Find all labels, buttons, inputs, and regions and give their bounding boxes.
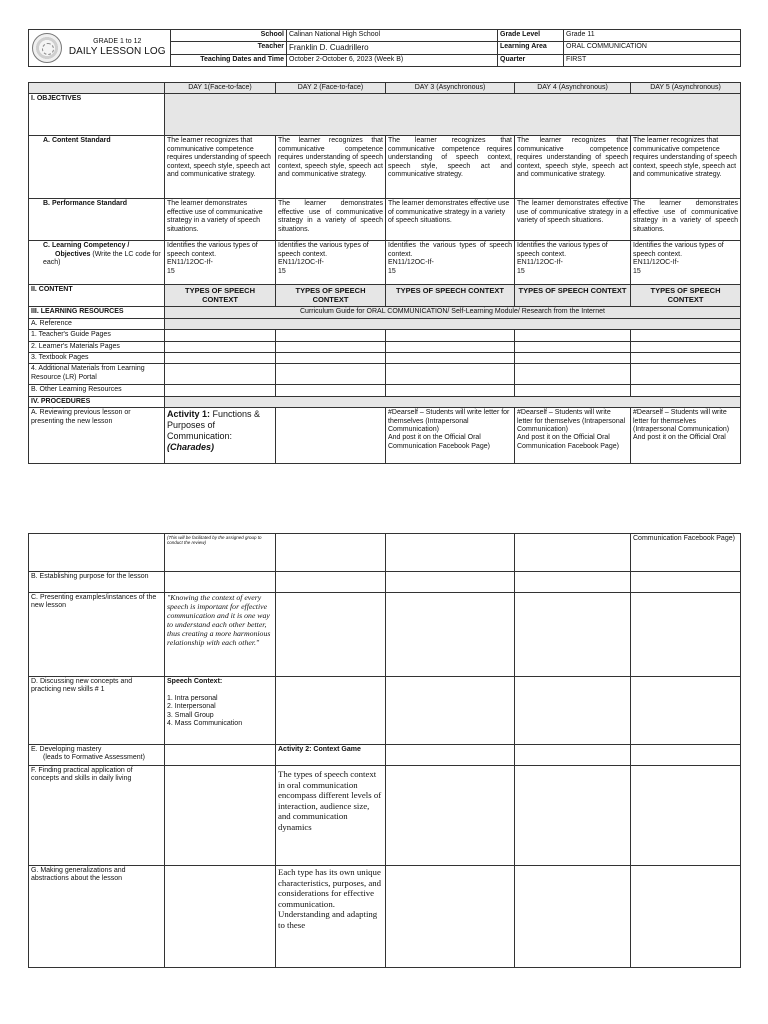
activity1-cell	[165, 408, 276, 464]
competency-code: EN11/12OC-If-	[633, 259, 679, 267]
dearself-text: #Dearself – Students will write letter for themselves (Intrapersonal Communication)	[517, 409, 626, 433]
competency-label-a: C. Learning Competency /	[43, 242, 130, 250]
proc-b-label: B. Establishing purpose for the lesson	[29, 572, 165, 593]
empty-cell	[515, 593, 631, 677]
content-title-cell: TYPES OF SPEECH CONTEXT	[631, 285, 741, 307]
proc-e-label-a: E. Developing mastery	[31, 746, 102, 753]
empty-cell	[276, 408, 386, 464]
competency-code-2: 15	[167, 267, 175, 275]
curriculum-guide-cell: Curriculum Guide for ORAL COMMUNICATION/ Self-Learning Module/ Research from the Internet	[165, 307, 741, 318]
activity2-cell: Activity 2: Context Game	[276, 745, 386, 766]
competency-text: Identifies the various types of speech context.	[633, 242, 724, 258]
competency-cell	[165, 241, 276, 285]
performance-standard-cell: The learner demonstrates effective use of communicative strategy in a variety of speech situations.	[515, 199, 631, 241]
content-standard-label: A. Content Standard	[29, 136, 165, 199]
empty-cell	[276, 385, 386, 396]
competency-code-2: 15	[278, 267, 286, 275]
content-title-cell: TYPES OF SPEECH CONTEXT	[386, 285, 515, 307]
performance-standard-label: B. Performance Standard	[29, 199, 165, 241]
lr-portal-label: 4. Additional Materials from Learning Resource (LR) Portal	[29, 364, 165, 385]
competency-cell	[386, 241, 515, 285]
empty-cell	[386, 341, 515, 352]
quarter-value: FIRST	[564, 54, 741, 66]
header-table	[28, 29, 741, 67]
proc-g-label: G. Making generalizations and abstractions about the lesson	[29, 866, 165, 968]
speech-context-item: 4. Mass Communication	[167, 719, 243, 727]
day-header: DAY 4 (Asynchronous)	[515, 83, 631, 94]
proc-f-text: The types of speech context in oral communication encompass different levels of interaction, audience size, and communication dynamics	[276, 766, 386, 866]
empty-cell	[631, 330, 741, 341]
procedures-heading: IV. PROCEDURES	[29, 396, 165, 407]
post-facebook-text: And post it on the Official Oral Communication Facebook Page)	[388, 434, 490, 450]
competency-cell	[631, 241, 741, 285]
objectives-heading: I. OBJECTIVES	[29, 94, 165, 136]
activity1-title: Functions & Purposes of Communication:	[167, 409, 261, 441]
empty-cell	[515, 341, 631, 352]
dates-value: October 2-October 6, 2023 (Week B)	[287, 54, 498, 66]
empty-cell	[631, 352, 741, 363]
competency-label-c: (Write the LC code for each)	[43, 250, 161, 267]
content-standard-cell: The learner recognizes that communicative competence requires understanding of speech context, speech style, speech act and communicative strategy.	[276, 136, 386, 199]
competency-cell	[515, 241, 631, 285]
speech-context-item: 2. Interpersonal	[167, 703, 216, 711]
empty-cell	[631, 341, 741, 352]
proc-f-label: F. Finding practical application of concepts and skills in daily living	[29, 766, 165, 866]
empty-cell	[165, 364, 276, 385]
competency-label-b: Objectives	[55, 250, 91, 258]
deped-seal-icon	[32, 33, 62, 63]
activity1-label: Activity 1:	[167, 409, 211, 420]
empty-cell	[386, 866, 515, 968]
document-title: DAILY LESSON LOG	[68, 45, 166, 57]
content-standard-cell: The learner recognizes that communicative competence requires understanding of speech context, speech style, speech act and communicative strategy.	[515, 136, 631, 199]
competency-code-2: 15	[517, 267, 525, 275]
empty-cell	[386, 352, 515, 363]
competency-code: EN11/12OC-If-	[388, 259, 434, 267]
school-label: School	[171, 30, 287, 42]
reference-cell	[165, 318, 741, 329]
proc-e-label-b: (leads to Formative Assessment)	[43, 754, 145, 762]
teacher-value: Franklin D. Cuadrillero	[287, 42, 498, 55]
reference-label: A. Reference	[29, 318, 165, 329]
content-title-cell: TYPES OF SPEECH CONTEXT	[165, 285, 276, 307]
facilitated-note: (This will be facilitated by the assigned group to conduct the review)	[165, 534, 276, 572]
day-header: DAY 3 (Asynchronous)	[386, 83, 515, 94]
empty-cell	[276, 352, 386, 363]
day-header: DAY 2 (Face-to-face)	[276, 83, 386, 94]
dearself-cell	[386, 408, 515, 464]
empty-cell	[515, 866, 631, 968]
empty-cell	[631, 385, 741, 396]
empty-cell	[29, 534, 165, 572]
competency-code-2: 15	[633, 267, 641, 275]
day-header: DAY 5 (Asynchronous)	[631, 83, 741, 94]
empty-cell	[386, 745, 515, 766]
dearself-text: #Dearself – Students will write letter for themselves (Intrapersonal Communication)	[633, 409, 730, 433]
competency-code: EN11/12OC-If-	[278, 259, 324, 267]
performance-standard-cell: The learner demonstrates effective use of communicative strategy in a variety of speech situations.	[631, 199, 741, 241]
content-standard-cell: The learner recognizes that communicative competence requires understanding of speech context, speech style, speech act and communicative strategy.	[386, 136, 515, 199]
grade-range: GRADE 1 to 12	[93, 37, 142, 45]
speech-context-cell	[165, 677, 276, 745]
lesson-table-page1	[28, 82, 741, 464]
empty-cell	[386, 766, 515, 866]
quarter-label: Quarter	[498, 54, 564, 66]
empty-cell	[386, 572, 515, 593]
proc-g-text: Each type has its own unique characteristics, purposes, and considerations for effective communication. Understanding and adapting to these	[276, 866, 386, 968]
content-standard-cell: The learner recognizes that communicative competence requires understanding of speech context, speech style, speech act and communicative strategy.	[631, 136, 741, 199]
grade-level-value: Grade 11	[564, 30, 741, 42]
dearself-text: #Dearself – Students will write letter for themselves (Intrapersonal Communication)	[388, 409, 510, 433]
day-header-blank	[29, 83, 165, 94]
speech-context-item: 3. Small Group	[167, 711, 214, 719]
charades-label: (Charades)	[167, 441, 215, 452]
empty-cell	[515, 677, 631, 745]
competency-text: Identifies the various types of speech context.	[388, 242, 512, 258]
empty-cell	[276, 677, 386, 745]
objectives-cell	[165, 94, 741, 136]
competency-code: EN11/12OC-If-	[167, 259, 213, 267]
content-title-cell: TYPES OF SPEECH CONTEXT	[276, 285, 386, 307]
empty-cell	[276, 534, 386, 572]
empty-cell	[515, 330, 631, 341]
empty-cell	[515, 766, 631, 866]
performance-standard-cell: The learner demonstrates effective use of communicative strategy in a variety of speech situations.	[386, 199, 515, 241]
title-cell	[65, 30, 171, 67]
empty-cell	[276, 572, 386, 593]
performance-standard-cell: The learner demonstrates effective use of communicative strategy in a variety of speech situations.	[165, 199, 276, 241]
competency-cell	[276, 241, 386, 285]
proc-c-label: C. Presenting examples/instances of the new lesson	[29, 593, 165, 677]
teacher-label: Teacher	[171, 42, 287, 55]
competency-code-2: 15	[388, 267, 396, 275]
empty-cell	[631, 745, 741, 766]
competency-label	[29, 241, 165, 285]
day-header: DAY 1(Face-to-face)	[165, 83, 276, 94]
empty-cell	[515, 352, 631, 363]
school-logo-cell	[29, 30, 65, 67]
performance-standard-cell: The learner demonstrates effective use of communicative strategy in a variety of speech situations.	[276, 199, 386, 241]
content-heading: II. CONTENT	[29, 285, 165, 307]
empty-cell	[386, 534, 515, 572]
empty-cell	[276, 330, 386, 341]
empty-cell	[276, 593, 386, 677]
empty-cell	[631, 866, 741, 968]
empty-cell	[631, 364, 741, 385]
school-value: Calinan National High School	[287, 30, 498, 42]
empty-cell	[515, 572, 631, 593]
empty-cell	[165, 341, 276, 352]
quote-cell: "Knowing the context of every speech is important for effective communication and it is one way to understand each other better, thus creating a more harmonious relationship with each other."	[165, 593, 276, 677]
textbook-pages-label: 3. Textbook Pages	[29, 352, 165, 363]
empty-cell	[165, 766, 276, 866]
empty-cell	[386, 593, 515, 677]
dates-label: Teaching Dates and Time	[171, 54, 287, 66]
content-standard-cell: The learner recognizes that communicative competence requires understanding of speech context, speech style, speech act and communicative strategy.	[165, 136, 276, 199]
empty-cell	[386, 385, 515, 396]
empty-cell	[515, 385, 631, 396]
empty-cell	[165, 352, 276, 363]
other-resources-label: B. Other Learning Resources	[29, 385, 165, 396]
empty-cell	[165, 745, 276, 766]
empty-cell	[165, 385, 276, 396]
empty-cell	[165, 866, 276, 968]
empty-cell	[631, 677, 741, 745]
empty-cell	[631, 766, 741, 866]
procedures-cell	[165, 396, 741, 407]
empty-cell	[386, 677, 515, 745]
lesson-table-page2	[28, 533, 741, 968]
competency-code: EN11/12OC-If-	[517, 259, 563, 267]
content-title-cell: TYPES OF SPEECH CONTEXT	[515, 285, 631, 307]
proc-a-label: A. Reviewing previous lesson or presenting the new lesson	[29, 408, 165, 464]
dearself-cell	[515, 408, 631, 464]
grade-level-label: Grade Level	[498, 30, 564, 42]
tg-pages-label: 1. Teacher's Guide Pages	[29, 330, 165, 341]
competency-text: Identifies the various types of speech context.	[167, 242, 258, 258]
empty-cell	[165, 572, 276, 593]
proc-e-label	[29, 745, 165, 766]
competency-text: Identifies the various types of speech context.	[278, 242, 369, 258]
speech-context-item: 1. Intra personal	[167, 694, 218, 702]
learning-area-label: Learning Area	[498, 42, 564, 55]
empty-cell	[515, 534, 631, 572]
competency-text: Identifies the various types of speech context.	[517, 242, 608, 258]
empty-cell	[386, 364, 515, 385]
empty-cell	[631, 593, 741, 677]
dearself-cell	[631, 408, 741, 464]
empty-cell	[276, 364, 386, 385]
post-facebook-text: And post it on the Official Oral	[633, 434, 726, 442]
empty-cell	[276, 341, 386, 352]
post-facebook-continued: Communication Facebook Page)	[631, 534, 741, 572]
empty-cell	[386, 330, 515, 341]
proc-d-label: D. Discussing new concepts and practicing new skills # 1	[29, 677, 165, 745]
post-facebook-text: And post it on the Official Oral Communication Facebook Page)	[517, 434, 619, 450]
empty-cell	[165, 330, 276, 341]
learning-resources-heading: III. LEARNING RESOURCES	[29, 307, 165, 318]
speech-context-label: Speech Context:	[167, 678, 223, 685]
lm-pages-label: 2. Learner's Materials Pages	[29, 341, 165, 352]
empty-cell	[515, 364, 631, 385]
empty-cell	[515, 745, 631, 766]
empty-cell	[631, 572, 741, 593]
learning-area-value: ORAL COMMUNICATION	[564, 42, 741, 55]
